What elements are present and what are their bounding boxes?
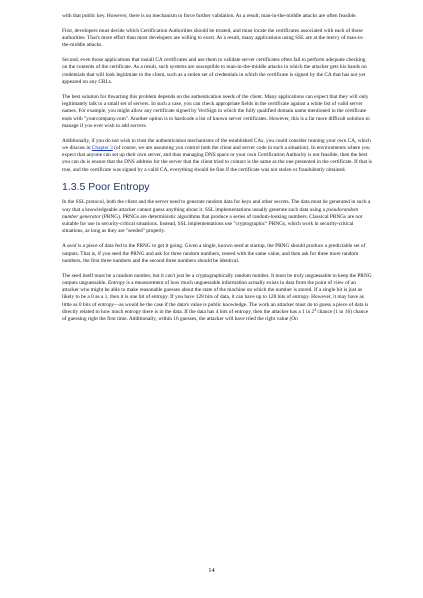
paragraph-text: (of course, we are assuming you control both the client and server code in such a situation). In environments where you expect that anyone can set up their own server, and thus managing DNS space or your own Certification Authority is not feasible, then the best you can do is ensure that the DNS address for the server that the client tried to contact is the same as the one presented in the certificate. If that is true, and the certificate was signed by a valid CA, everything should be fine if the certificate was not stolen or fraudulently obtained. [62, 144, 372, 173]
emphasis-term: entropy [97, 301, 114, 308]
paragraph-text: —as would be the case if the data's value is public knowledge. The work an attacker must do to guess a piece of data is directly related to how much entropy there is in the data. If the data has 4 bits of entropy, then the attacker has a 1 in 2 [62, 301, 369, 315]
paragraph-text: The seed itself must be a random number, but it can't just be a cryptographically random number. It must be truly unguessable to keep the PRNG outputs unguessable. [62, 272, 372, 286]
emphasis-term: seed [66, 243, 77, 250]
paragraph-text: In the SSL protocol, both the client and the server need to generate random data for keys and other secrets. The data must be generated in such a way that a knowledgeable attacker cannot guess anything about it. SSL implementations usually generate such data using a [62, 199, 371, 213]
paragraph-text: is a piece of data fed to the PRNG to get it going. Given a single, known seed at startup, the PRNG should produce a predictable set of outputs. That is, if you seed the PRNG and ask for three random numbers, reseed with the same value, and then ask for three more random numbers, the first three numbers and the second three numbers should be identical. [62, 243, 366, 264]
superscript-exponent: 4 [314, 308, 317, 313]
section-heading: 1.3.5 Poor Entropy [62, 181, 150, 194]
paragraph: Second, even those applications that install CA certificates and use them to validate server certificates often fail to perform adequate checking on the contents of the certificate. As a result, such systems are susceptible to man-in-the-middle attacks in which the attacker gets his hands on credentials that will look legitimate to the client, such as a stolen set of credentials in which the certificate is signed by the CA that has not yet appeared on any CRLs. [62, 57, 367, 85]
paragraph [62, 199, 372, 235]
page-number: 14 [208, 567, 215, 574]
paragraph [62, 243, 372, 265]
paragraph-text: is a measurement of how much unguessable information actually exists in data from the point of view of an attacker who might be able to make reasonable guesses about the state of the machine on which the number is stored. If a single bit is just as likely to be a 0 as a 1, then it is one bit of entropy. If you have 128 bits of data, it can have up to 128 bits of entropy. However, it may have as little as 0 bits of [62, 279, 364, 308]
paragraph [62, 273, 372, 324]
paragraph: The best solution for thwarting this problem depends on the authentication needs of the client. Many applications can expect that they will only legitimately talk to a small set of servers. In such a case, you can check appropriate fields in the certificate against a white list of valid server names. For example, you might allow any certificate signed by VeriSign in which the fully qualified domain name mentioned in the certificate ends with "yourcompany.com". Another option is to hardcode a list of known server certificates. However, this is a far more difficult solution to manage if you ever wish to add servers. [62, 93, 370, 129]
paragraph [62, 138, 372, 174]
paragraph-text: A [62, 243, 67, 250]
paragraph: First, developers must decide which Certification Authorities should be trusted, and must locate the certificates associated with each of those authorities. That's more effort than most developers are willing to exert. As a result, many applications using SSL are at the mercy of man-in-the-middle attacks. [62, 27, 364, 49]
page-content [62, 13, 372, 331]
paragraph-text: Additionally, if you do not wish to trust the authentication mechanisms of the established CAs, you could consider running your own CA, which we discuss in [62, 137, 371, 151]
paragraph-text: (PRNG). PRNGs are deterministic algorithms that produce a series of random-looking numbers. Classical PRNGs are not suitable for use in security-critical situations. Instead, SSL implementations use "cryptographic" PRNGs, which work in security-critical situations, as long as they are "seeded" properly. [62, 213, 363, 235]
emphasis-term: Entropy [107, 279, 125, 286]
paragraph: with that public key. However, there is no mechanism to force further validation. As a result, man-in-the-middle attacks are often feasible. [62, 13, 357, 19]
paragraph-text: chance (1 in 16) chance of guessing right the first time. Additionally, within 16 guesses, the attacker will have tried the right value (On [62, 308, 369, 323]
chapter-3-link[interactable]: Chapter 3 [91, 144, 113, 151]
emphasis-term: pseudorandom number generator [62, 206, 359, 220]
